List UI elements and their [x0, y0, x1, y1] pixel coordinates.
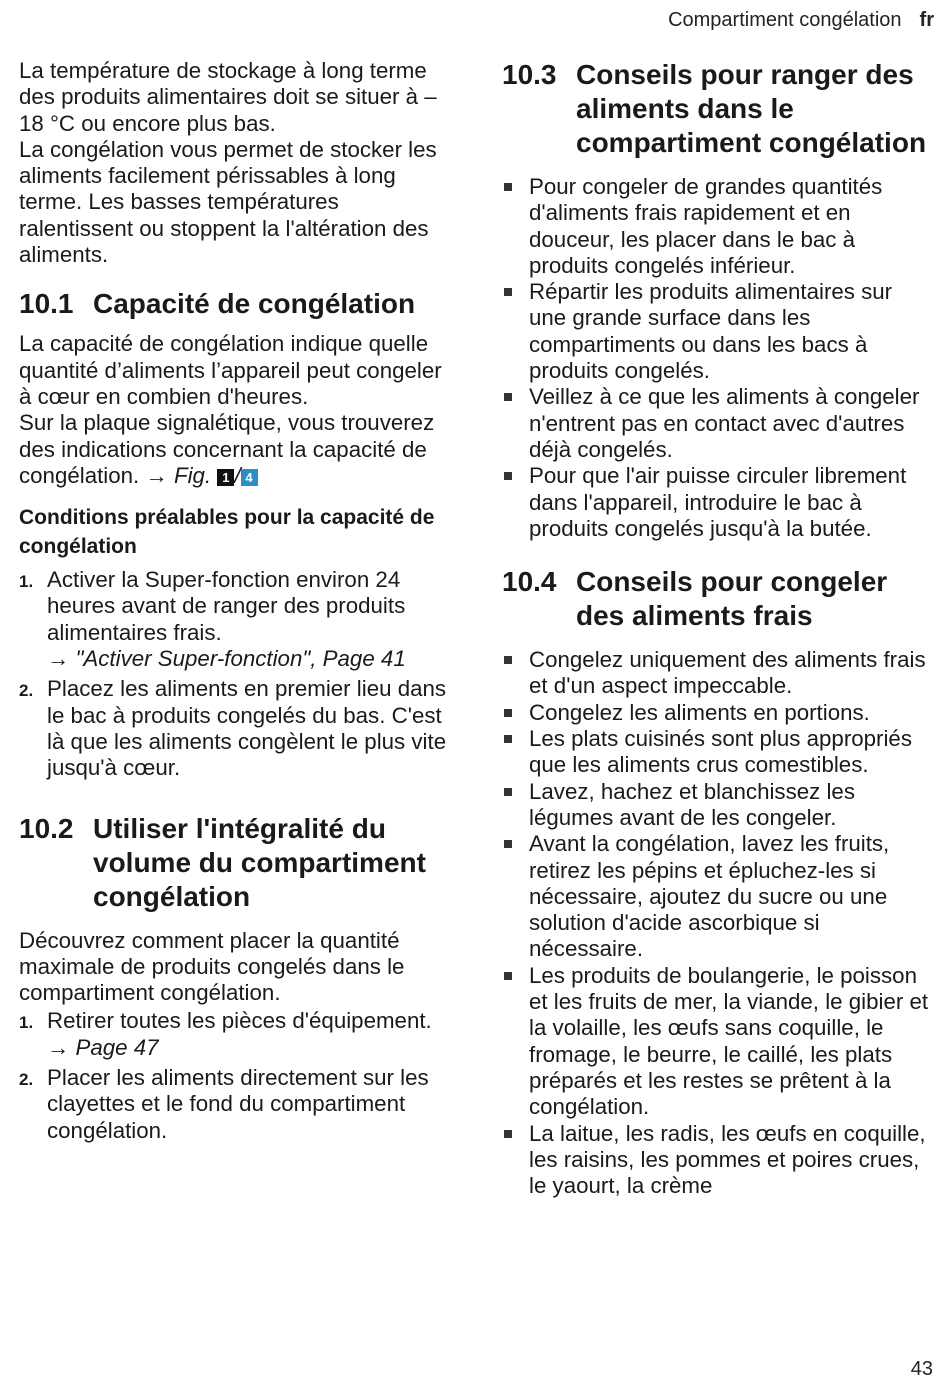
volume-paragraph: Découvrez comment placer la quantité maximale de produits congelés dans le compartiment congélation. [19, 927, 405, 1006]
list-item-text: Congelez uniquement des aliments frais et d'un aspect impeccable. [529, 647, 926, 699]
list-item [502, 174, 934, 279]
bullet-square-icon [504, 393, 512, 401]
section-number: 10.1 [19, 288, 74, 320]
preconditions-heading: Conditions préalables pour la capacité de congélation [19, 506, 435, 559]
bullet-square-icon [504, 788, 512, 796]
list-item [502, 647, 934, 700]
list-item-text: Les produits de boulangerie, le poisson et les fruits de mer, la viande, le gibier et la volaille, les œufs sans coquille, le fromage, le beurre, le caillé, les plats préparés et les restes se prêtent à la congélation. [529, 962, 929, 1120]
capacity-paragraph-2 [19, 410, 455, 489]
list-item [502, 463, 934, 542]
section-number: 10.3 [502, 59, 557, 90]
section-title: Conseils pour ranger des aliments dans le compartiment congélation [576, 59, 927, 158]
step-text: Placer les aliments directement sur les clayettes et le fond du compartiment congélation. [47, 1065, 429, 1143]
right-column [502, 58, 934, 1199]
list-item-text: Pour que l'air puisse circuler librement dans l'appareil, introduire le bac à produits congelés jusqu'à la butée. [529, 463, 907, 541]
bullet-square-icon [504, 840, 512, 848]
freezing-tips-list [502, 647, 934, 1199]
list-item-text: Veillez à ce que les aliments à congeler n'entrent pas en contact avec d'autres déjà congelés. [529, 384, 920, 462]
list-item-text: Avant la congélation, lavez les fruits, retirez les pépins et épluchez-les si nécessaire, ajoutez du sucre ou une solution d'acide ascorbique si nécessaire. [529, 831, 890, 962]
cross-reference-link[interactable]: → Page 47 [47, 1034, 159, 1060]
volume-steps [19, 1008, 455, 1143]
running-header [668, 9, 934, 32]
step-item [19, 676, 455, 781]
figure-separator: / [234, 462, 241, 488]
left-column [19, 58, 455, 1144]
list-item [502, 726, 934, 779]
capacity-paragraph-2-text: Sur la plaque signalétique, vous trouverez des indications concernant la capacité de congélation. [19, 410, 435, 488]
figure-badge-1: 1 [217, 469, 234, 486]
section-number: 10.2 [19, 812, 74, 844]
list-item [502, 384, 934, 463]
bullet-square-icon [504, 656, 512, 664]
reference-arrow: → [145, 462, 168, 488]
section-title: Utiliser l'intégralité du volume du compartiment congélation [93, 812, 426, 912]
list-item-text: La laitue, les radis, les œufs en coquille, les raisins, les pommes et poires crues, le yaourt, la crème [529, 1120, 926, 1199]
bullet-square-icon [504, 288, 512, 296]
list-item-text: Pour congeler de grandes quantités d'aliments frais rapidement et en douceur, les placer dans le bac à produits congelés inférieur. [529, 174, 883, 278]
bullet-square-icon [504, 709, 512, 717]
capacity-paragraph-1: La capacité de congélation indique quelle quantité d’aliments l’appareil peut congeler à cœur en combien d'heures. [19, 331, 442, 409]
section-title: Capacité de congélation [93, 288, 416, 320]
intro-paragraph-1: La température de stockage à long terme des produits alimentaires doit se situer à –18 °C ou encore plus bas. [19, 58, 437, 136]
list-item [502, 831, 934, 962]
list-item [502, 279, 934, 384]
step-marker: 1. [19, 1013, 34, 1033]
list-item [502, 963, 934, 1121]
section-title: Conseils pour congeler des aliments frais [576, 566, 888, 632]
step-text: Retirer toutes les pièces d'équipement. [47, 1008, 432, 1034]
figure-reference[interactable] [174, 463, 258, 488]
header-section-title: Compartiment congélation [668, 9, 902, 31]
list-item [502, 700, 934, 726]
section-10-1-heading [19, 287, 455, 321]
bullet-square-icon [504, 183, 512, 191]
page-number: 43 [910, 1358, 933, 1380]
list-item [502, 779, 934, 832]
step-text: Placez les aliments en premier lieu dans le bac à produits congelés du bas. C'est là que les aliments congèlent le plus vite jusqu'à cœur. [47, 676, 447, 781]
step-item [19, 567, 455, 672]
step-marker: 1. [19, 572, 34, 592]
language-code: fr [919, 9, 934, 31]
figure-label: Fig. [173, 462, 212, 488]
capacity-steps [19, 567, 455, 781]
section-10-3-heading [502, 58, 934, 160]
step-marker: 2. [19, 1070, 34, 1090]
intro-paragraph-2: La congélation vous permet de stocker les aliments facilement périssables à long terme. Les basses températures ralentissent ou stoppent la l'altération des aliments. [19, 136, 437, 268]
list-item-text: Lavez, hachez et blanchissez les légumes avant de les congeler. [529, 778, 855, 830]
step-marker: 2. [19, 681, 34, 701]
section-number: 10.4 [502, 566, 557, 598]
cross-reference-link[interactable]: → "Activer Super-fonction", Page 41 [47, 646, 406, 672]
section-10-2-heading [19, 812, 455, 914]
step-text: Activer la Super-fonction environ 24 heures avant de ranger des produits alimentaires frais. [47, 567, 406, 645]
bullet-square-icon [504, 472, 512, 480]
figure-badge-4: 4 [241, 469, 258, 486]
step-item [19, 1008, 455, 1061]
bullet-square-icon [504, 972, 512, 980]
step-item [19, 1065, 455, 1144]
list-item-text: Répartir les produits alimentaires sur une grande surface dans les compartiments ou dans les bacs à produits congelés. [529, 279, 893, 384]
storing-tips-list [502, 174, 934, 542]
section-10-4-heading [502, 565, 934, 633]
bullet-square-icon [504, 1130, 512, 1138]
bullet-square-icon [504, 735, 512, 743]
list-item-text: Congelez les aliments en portions. [529, 699, 870, 725]
list-item-text: Les plats cuisinés sont plus appropriés que les aliments crus comestibles. [529, 726, 912, 778]
list-item [502, 1121, 934, 1200]
